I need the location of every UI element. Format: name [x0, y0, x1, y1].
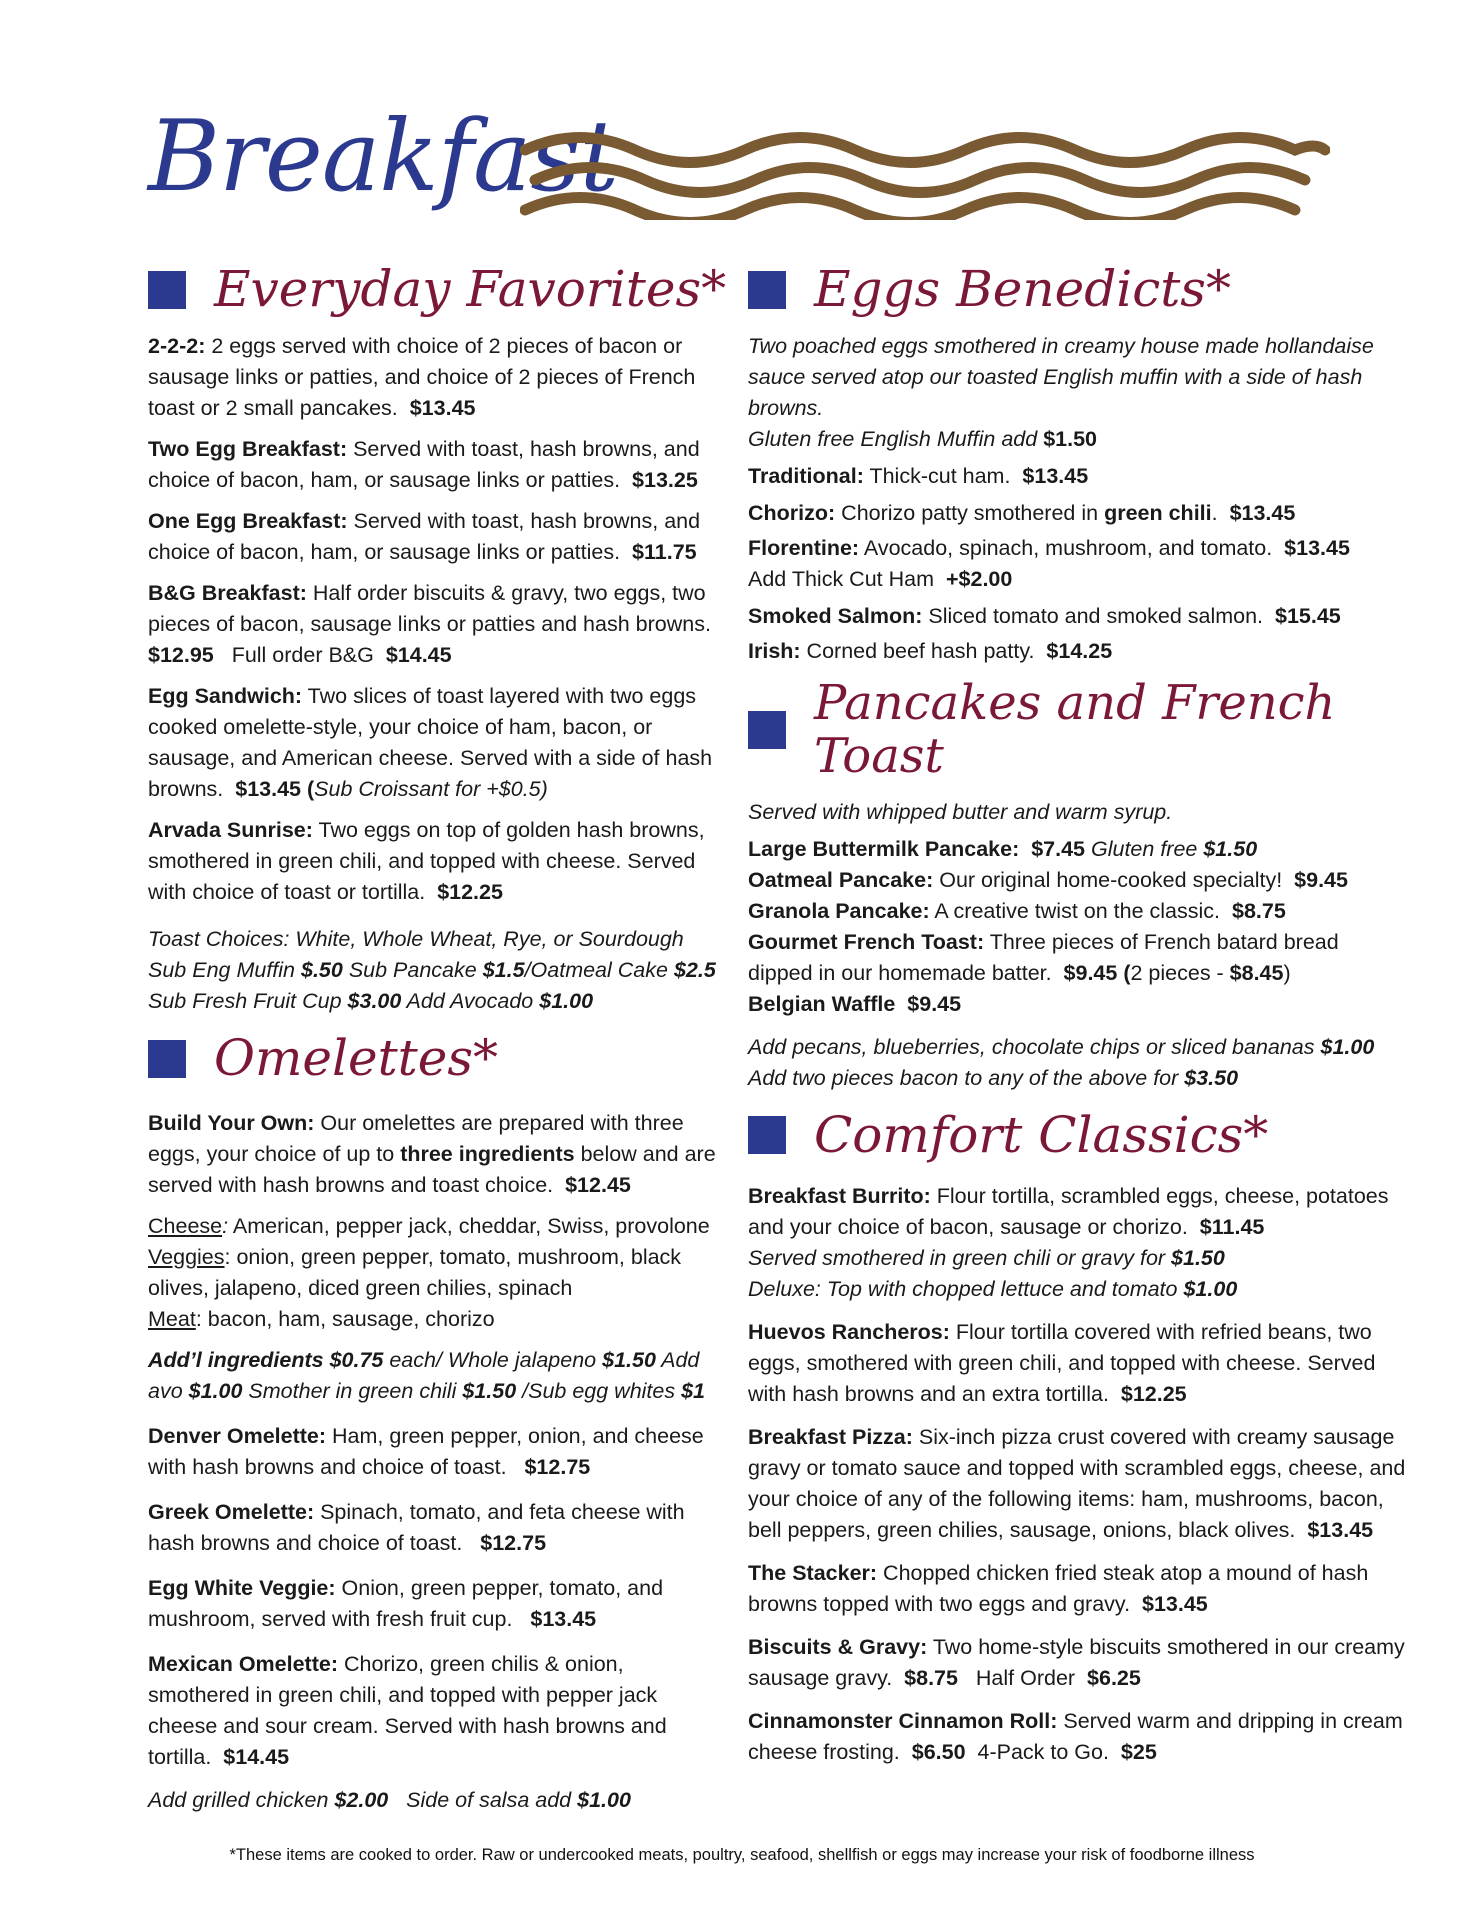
section-omelettes — [148, 1031, 728, 1086]
menu-item: Denver Omelette: Ham, green pepper, onion, and cheese with hash browns and choice of toast. $12.75 — [148, 1424, 704, 1479]
page-title: Breakfast — [148, 100, 619, 214]
section-bullet — [148, 1040, 186, 1078]
left-column — [148, 262, 728, 1826]
section-pancakes — [748, 677, 1408, 783]
section-bullet — [748, 711, 786, 749]
section-bullet — [748, 271, 786, 309]
ingredients-list: Cheese: American, pepper jack, cheddar, Swiss, provolone Veggies: onion, green pepper, tomato, mushroom, black olives, jalapeno, diced green chilies, spinach Meat: bacon, ham, sausage, chorizo — [148, 1214, 710, 1331]
menu-item: B&G Breakfast: Half order biscuits & gravy, two eggs, two pieces of bacon, sausage links or patties and hash browns. $12.95 Full order B&G $14.45 — [148, 581, 711, 667]
section-bullet — [748, 1116, 786, 1154]
menu-item: Egg Sandwich: Two slices of toast layered with two eggs cooked omelette-style, your choice of ham, bacon, or sausage, and American cheese. Served with a side of hash browns. $13.45 (Sub Croissant for +$0.5) — [148, 684, 713, 801]
toast-choices-note: Toast Choices: White, Whole Wheat, Rye, or Sourdough Sub Eng Muffin $.50 Sub Pancake $1.5/Oatmeal Cake $2.5 Sub Fresh Fruit Cup $3.00 Add Avocado $1.00 — [148, 927, 716, 1013]
menu-item: Traditional: Thick-cut ham. $13.45 — [748, 464, 1089, 488]
menu-item: Chorizo: Chorizo patty smothered in green chili. $13.45 — [748, 501, 1296, 525]
menu-item: 2-2-2: 2 eggs served with choice of 2 pieces of bacon or sausage links or patties, and choice of 2 pieces of French toast or 2 small pancakes. $13.45 — [148, 334, 696, 420]
section-eggs-benedicts — [748, 262, 1408, 317]
wave-decoration — [520, 120, 1330, 220]
menu-item: One Egg Breakfast: Served with toast, hash browns, and choice of bacon, ham, or sausage links or patties. $11.75 — [148, 509, 701, 564]
menu-item: Greek Omelette: Spinach, tomato, and feta cheese with hash browns and choice of toast. $12.75 — [148, 1500, 685, 1555]
menu-item: Breakfast Pizza: Six-inch pizza crust covered with creamy sausage gravy or tomato sauce and topped with scrambled eggs, cheese, and your choice of any of the following items: ham, mushrooms, bacon, bell peppers, green chilies, sausage, onions, black olives. $13.45 — [748, 1424, 1406, 1542]
pancake-list: Large Buttermilk Pancake: $7.45 Gluten free $1.50 Oatmeal Pancake: Our original home-cooked specialty! $9.45 Granola Pancake: A creative twist on the classic. $8.75 Gourmet French Toast: Three pieces of French batard bread dipped in our homemade batter. $9.45 (2 pieces - $8.45) Belgian Waffle $9.45 — [748, 836, 1348, 1016]
menu-item: Cinnamonster Cinnamon Roll: Served warm and dripping in cream cheese frosting. $6.50 4-Pack to Go. $25 — [748, 1708, 1403, 1764]
menu-item: Egg White Veggie: Onion, green pepper, tomato, and mushroom, served with fresh fruit cup. $13.45 — [148, 1576, 664, 1631]
benedicts-intro: Two poached eggs smothered in creamy house made hollandaise sauce served atop our toasted English muffin with a side of hash browns. Gluten free English Muffin add $1.50 — [748, 334, 1374, 451]
pancake-addons-note: Add pecans, blueberries, chocolate chips or sliced bananas $1.00 Add two pieces bacon to any of the above for $3.50 — [748, 1034, 1375, 1090]
section-title: Pancakes and French Toast — [814, 675, 1336, 784]
right-column — [748, 262, 1408, 1778]
menu-item: Build Your Own: Our omelettes are prepared with three eggs, your choice of up to three ingredients below and are served with hash browns and toast choice. $12.45 — [148, 1111, 716, 1197]
menu-item: The Stacker: Chopped chicken fried steak atop a mound of hash browns topped with two eggs and gravy. $13.45 — [748, 1560, 1369, 1616]
section-comfort-classics — [748, 1105, 1408, 1164]
section-bullet — [148, 271, 186, 309]
omelette-addons-note: Add grilled chicken $2.00 Side of salsa add $1.00 — [148, 1788, 631, 1812]
menu-item: Huevos Rancheros: Flour tortilla covered with refried beans, two eggs, smothered with green chili, and topped with cheese. Served with hash browns and an extra tortilla. $12.25 — [748, 1319, 1376, 1406]
menu-item: Arvada Sunrise: Two eggs on top of golden hash browns, smothered in green chili, and topped with cheese. Served with choice of toast or tortilla. $12.25 — [148, 818, 705, 904]
menu-item: Irish: Corned beef hash patty. $14.25 — [748, 639, 1113, 663]
menu-item: Mexican Omelette: Chorizo, green chilis & onion, smothered in green chili, and topped with pepper jack cheese and sour cream. Served with hash browns and tortilla. $14.45 — [148, 1652, 667, 1769]
menu-item: Breakfast Burrito: Flour tortilla, scrambled eggs, cheese, potatoes and your choice of bacon, sausage or chorizo. $11.45 Served smothered in green chili or gravy for $1.50 Deluxe: Top with chopped lettuce and tomato $1.00 — [748, 1183, 1389, 1301]
menu-item: Biscuits & Gravy: Two home-style biscuits smothered in our creamy sausage gravy. $8.75 Half Order $6.25 — [748, 1634, 1405, 1690]
section-title: Everyday Favorites* — [214, 260, 727, 318]
pancakes-intro: Served with whipped butter and warm syrup. — [748, 799, 1173, 824]
menu-item: Florentine: Avocado, spinach, mushroom, and tomato. $13.45 Add Thick Cut Ham +$2.00 — [748, 536, 1350, 591]
section-title: Omelettes* — [214, 1029, 499, 1087]
section-everyday-favorites — [148, 262, 728, 317]
allergy-disclaimer: *These items are cooked to order. Raw or undercooked meats, poultry, seafood, shellfish or eggs may increase your risk of foodborne illness — [229, 1846, 1255, 1864]
additional-ingredients-note: Add’l ingredients $0.75 each/ Whole jalapeno $1.50 Add avo $1.00 Smother in green chili $1.50 /Sub egg whites $1 — [148, 1348, 706, 1403]
section-title: Comfort Classics* — [814, 1105, 1269, 1164]
menu-item: Two Egg Breakfast: Served with toast, hash browns, and choice of bacon, ham, or sausage links or patties. $13.25 — [148, 437, 700, 492]
section-title: Eggs Benedicts* — [814, 260, 1231, 318]
menu-item: Smoked Salmon: Sliced tomato and smoked salmon. $15.45 — [748, 604, 1341, 628]
